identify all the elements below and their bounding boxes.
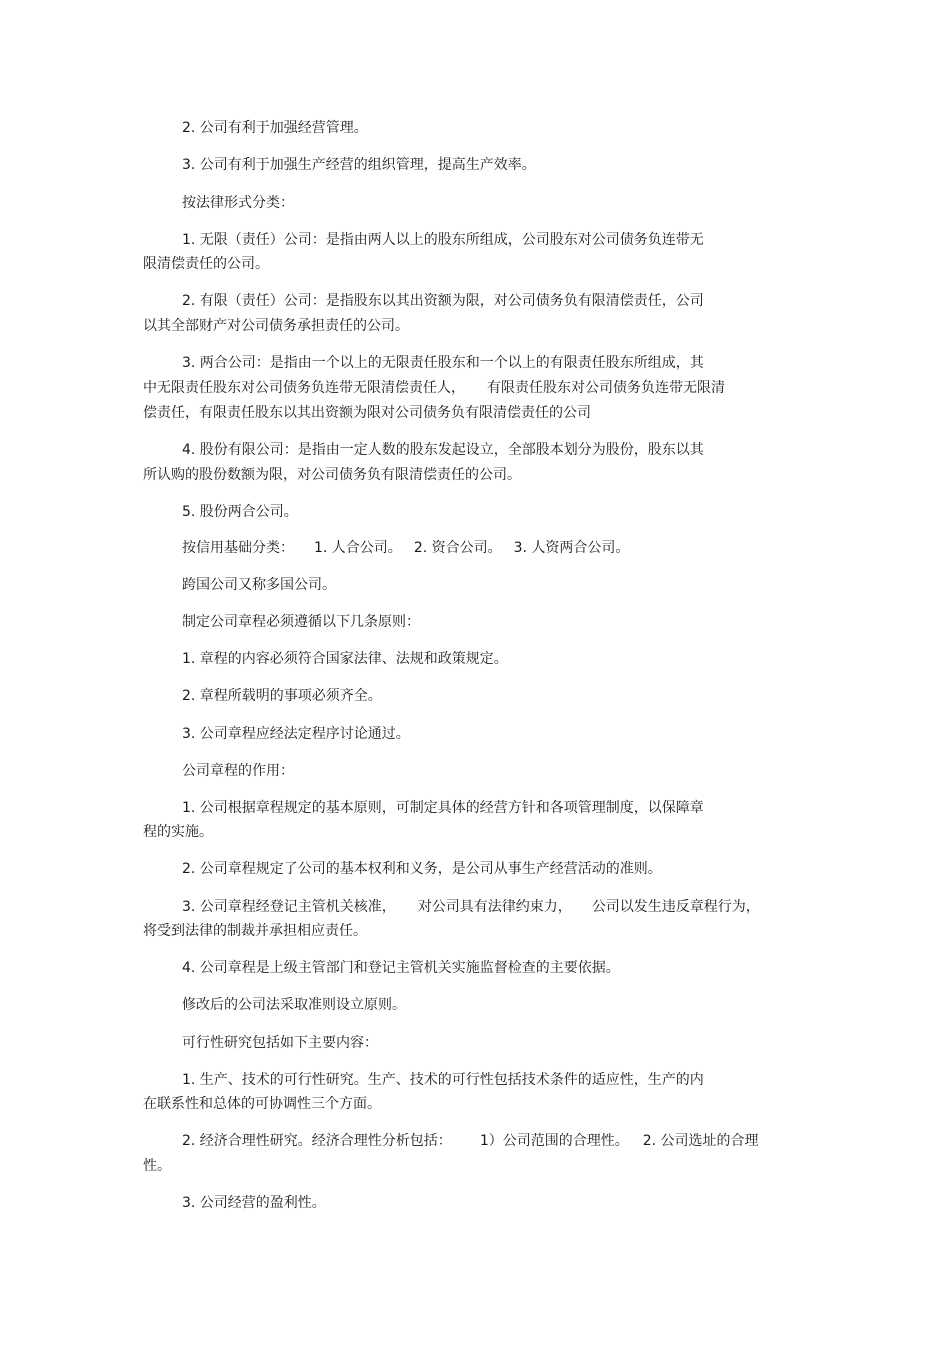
text-line: 2. 有限（责任）公司：是指股东以其出资额为限，对公司债务负有限清偿责任，公司 xyxy=(182,293,704,309)
text-line: 可行性研究包括如下主要内容： xyxy=(182,1035,378,1051)
text-line xyxy=(182,1132,759,1150)
text-line: 5. 股份两合公司。 xyxy=(182,504,298,520)
text-line: 按法律形式分类： xyxy=(182,195,294,211)
text-segment: 1）公司范围的合理性。 xyxy=(479,1133,629,1149)
text-line: 性。 xyxy=(143,1158,171,1174)
text-line: 制定公司章程必须遵循以下几条原则： xyxy=(182,614,420,630)
text-line: 所认购的股份数额为限，对公司债务负有限清偿责任的公司。 xyxy=(143,467,521,483)
text-segment: 公司以发生违反章程行为， xyxy=(591,899,760,915)
text-line: 程的实施。 xyxy=(143,824,213,840)
text-line xyxy=(182,539,629,557)
text-segment: 3. 人资两合公司。 xyxy=(513,540,630,556)
text-line: 以其全部财产对公司债务承担责任的公司。 xyxy=(143,318,409,334)
text-line: 3. 公司有利于加强生产经营的组织管理，提高生产效率。 xyxy=(182,157,536,173)
text-segment: 按信用基础分类： xyxy=(182,540,294,556)
text-line: 4. 股份有限公司：是指由一定人数的股东发起设立，全部股本划分为股份，股东以其 xyxy=(182,442,704,458)
text-segment: 2. 经济合理性研究。经济合理性分析包括： xyxy=(182,1133,452,1149)
text-segment: 有限责任股东对公司债务负连带无限清 xyxy=(487,380,725,396)
text-line: 1. 无限（责任）公司：是指由两人以上的股东所组成，公司股东对公司债务负连带无 xyxy=(182,232,704,248)
text-line: 3. 公司经营的盈利性。 xyxy=(182,1195,326,1211)
text-line: 2. 章程所载明的事项必须齐全。 xyxy=(182,688,382,704)
text-segment: 中无限责任股东对公司债务负连带无限清偿责任人， xyxy=(143,380,465,396)
text-segment: 2. 资合公司。 xyxy=(413,540,502,556)
text-line: 将受到法律的制裁并承担相应责任。 xyxy=(143,923,367,939)
text-segment: 3. 公司章程经登记主管机关核准， xyxy=(182,899,396,915)
text-line: 1. 章程的内容必须符合国家法律、法规和政策规定。 xyxy=(182,651,508,667)
text-line xyxy=(143,379,725,397)
text-line: 跨国公司又称多国公司。 xyxy=(182,577,336,593)
text-line: 修改后的公司法采取准则设立原则。 xyxy=(182,997,406,1013)
text-line: 公司章程的作用： xyxy=(182,763,294,779)
text-line: 2. 公司章程规定了公司的基本权利和义务，是公司从事生产经营活动的准则。 xyxy=(182,861,662,877)
text-line: 限清偿责任的公司。 xyxy=(143,256,269,272)
text-line: 在联系性和总体的可协调性三个方面。 xyxy=(143,1096,381,1112)
text-segment: 对公司具有法律约束力， xyxy=(417,899,572,915)
text-line: 3. 公司章程应经法定程序讨论通过。 xyxy=(182,726,410,742)
text-line: 1. 公司根据章程规定的基本原则，可制定具体的经营方针和各项管理制度，以保障章 xyxy=(182,800,704,816)
text-line: 偿责任，有限责任股东以其出资额为限对公司债务负有限清偿责任的公司 xyxy=(143,405,591,421)
text-line: 1. 生产、技术的可行性研究。生产、技术的可行性包括技术条件的适应性，生产的内 xyxy=(182,1072,704,1088)
text-line: 4. 公司章程是上级主管部门和登记主管机关实施监督检查的主要依据。 xyxy=(182,960,620,976)
text-segment: 1. 人合公司。 xyxy=(314,540,402,556)
text-segment: 2. 公司选址的合理 xyxy=(642,1133,759,1149)
text-line: 3. 两合公司：是指由一个以上的无限责任股东和一个以上的有限责任股东所组成，其 xyxy=(182,355,704,371)
text-line xyxy=(182,898,760,916)
text-line: 2. 公司有利于加强经营管理。 xyxy=(182,120,368,136)
